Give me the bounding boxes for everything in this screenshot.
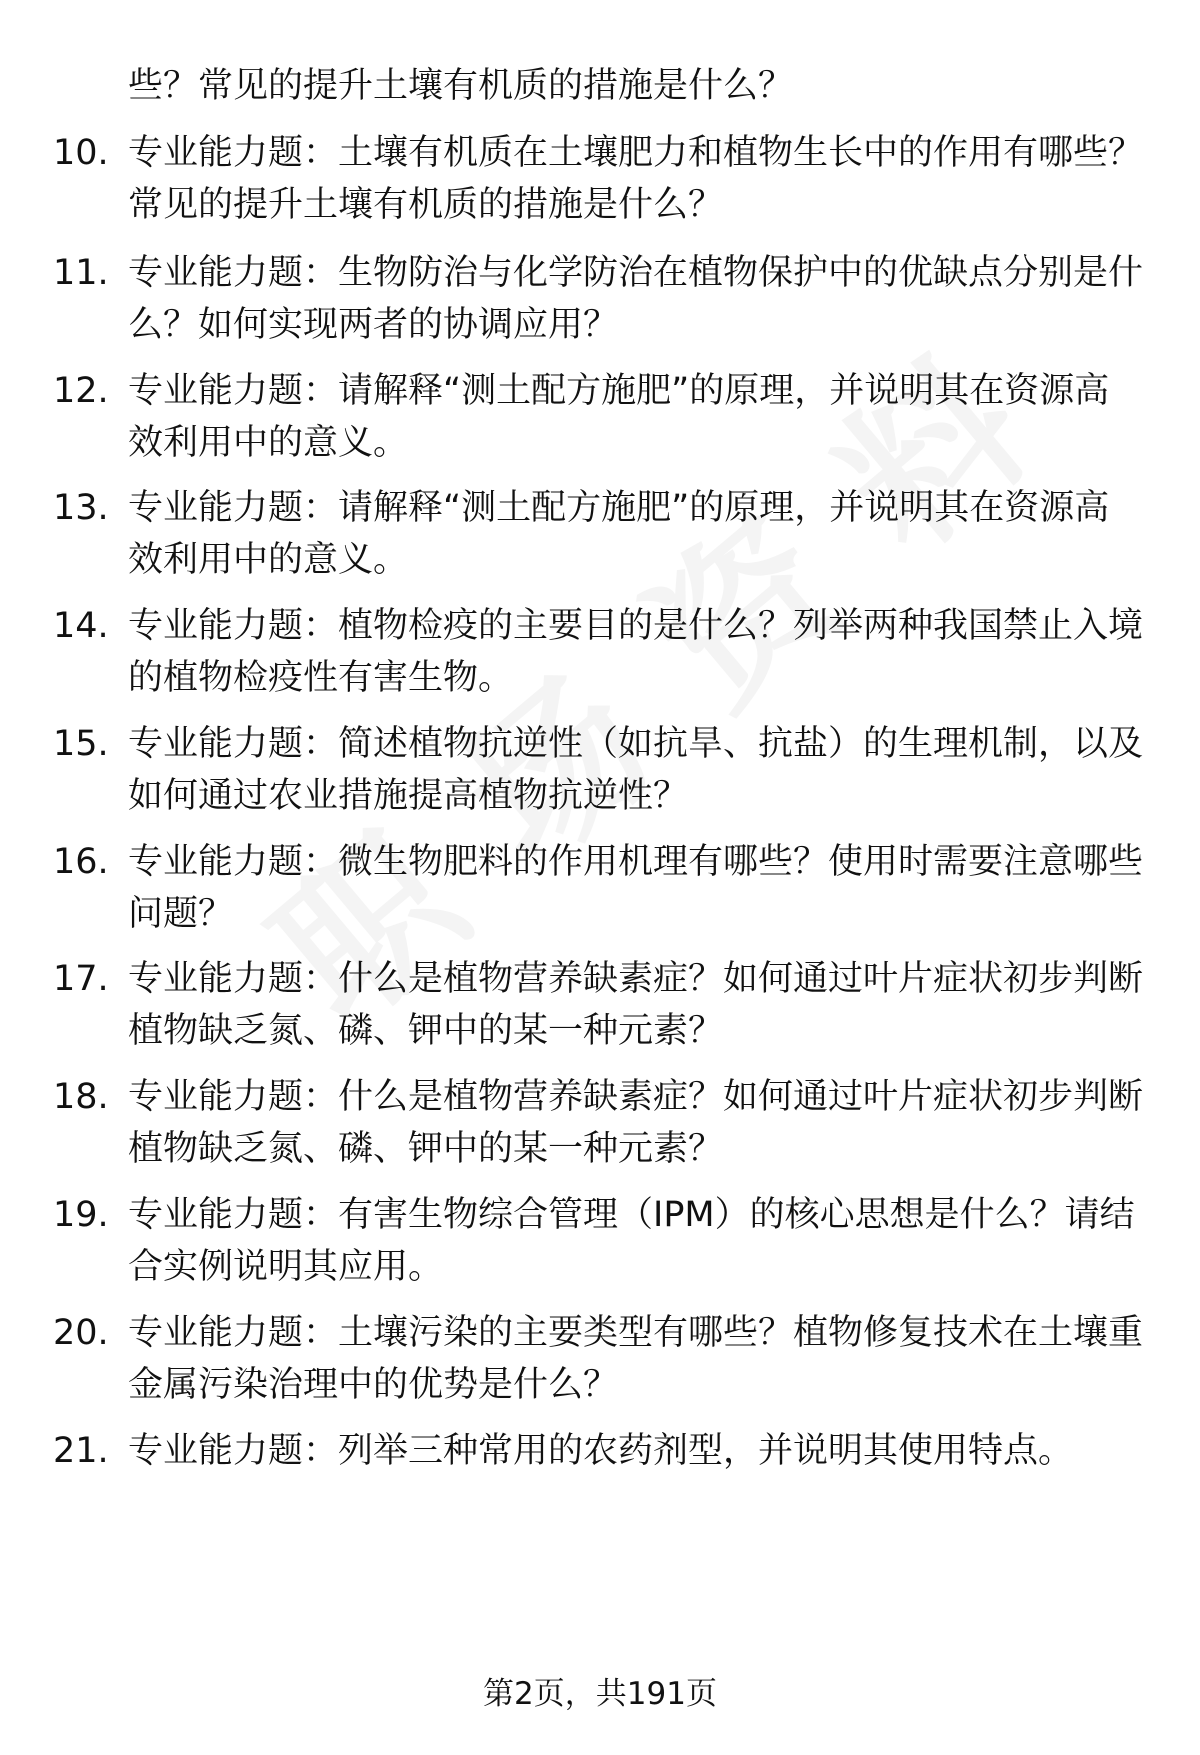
page-footer: 第2页，共191页	[483, 1676, 717, 1712]
question-number: 19.	[53, 1195, 109, 1235]
question-number: 18.	[53, 1077, 109, 1117]
question-number: 14.	[53, 606, 109, 646]
question-number: 10.	[53, 133, 109, 173]
question-text: 专业能力题：简述植物抗逆性（如抗旱、抗盐）的生理机制，以及如何通过农业措施提高植物抗逆性？	[128, 724, 1144, 816]
question-number: 15.	[53, 724, 109, 764]
question-text: 专业能力题：请解释“测土配方施肥”的原理，并说明其在资源高效利用中的意义。	[128, 371, 1110, 463]
question-text: 专业能力题：请解释“测土配方施肥”的原理，并说明其在资源高效利用中的意义。	[128, 488, 1110, 580]
question-text: 专业能力题：列举三种常用的农药剂型，并说明其使用特点。	[128, 1431, 1074, 1471]
question-text: 专业能力题：土壤污染的主要类型有哪些？植物修复技术在土壤重金属污染治理中的优势是什么？	[128, 1313, 1144, 1405]
question-number: 11.	[53, 253, 109, 293]
question-text: 专业能力题：土壤有机质在土壤肥力和植物生长中的作用有哪些？常见的提升土壤有机质的措施是什么？	[128, 133, 1144, 225]
question-text: 专业能力题：生物防治与化学防治在植物保护中的优缺点分别是什么？如何实现两者的协调应用？	[128, 253, 1144, 345]
question-text: 专业能力题：植物检疫的主要目的是什么？列举两种我国禁止入境的植物检疫性有害生物。	[128, 606, 1144, 698]
continuation-text: 些？常见的提升土壤有机质的措施是什么？	[128, 66, 794, 106]
question-number: 17.	[53, 959, 109, 999]
question-text: 专业能力题：微生物肥料的作用机理有哪些？使用时需要注意哪些问题？	[128, 842, 1144, 934]
question-number: 12.	[53, 371, 109, 411]
question-text: 专业能力题：有害生物综合管理（IPM）的核心思想是什么？请结合实例说明其应用。	[128, 1195, 1135, 1287]
question-number: 20.	[53, 1313, 109, 1353]
question-text: 专业能力题：什么是植物营养缺素症？如何通过叶片症状初步判断植物缺乏氮、磷、钾中的某一种元素？	[128, 1077, 1144, 1169]
question-text: 专业能力题：什么是植物营养缺素症？如何通过叶片症状初步判断植物缺乏氮、磷、钾中的某一种元素？	[128, 959, 1144, 1051]
question-number: 21.	[53, 1431, 109, 1471]
question-number: 16.	[53, 842, 109, 882]
question-number: 13.	[53, 488, 109, 528]
